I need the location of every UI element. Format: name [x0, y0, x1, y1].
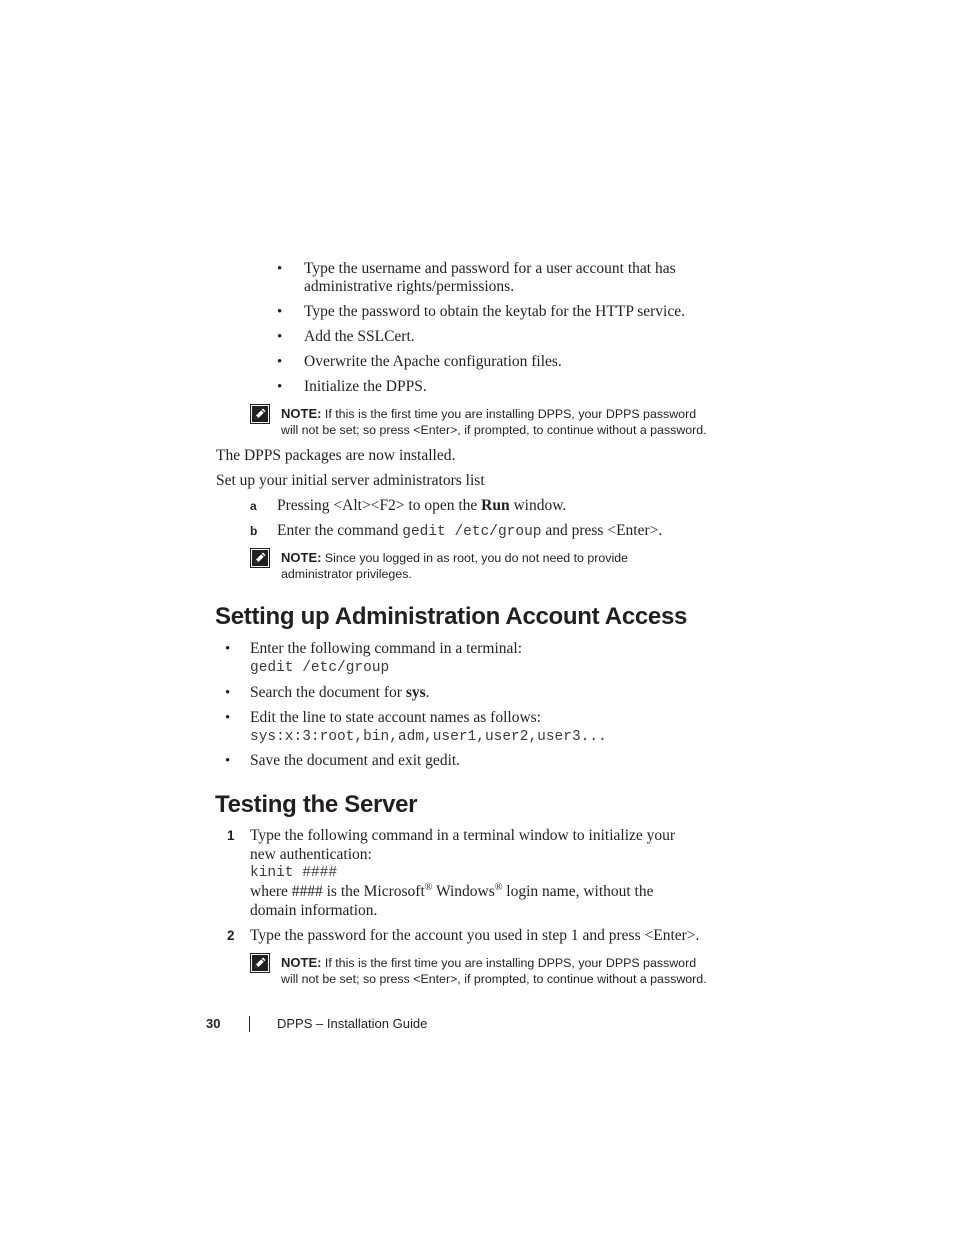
- list-item: Enter the following command in a terminal:: [250, 640, 523, 657]
- bullet-marker: •: [225, 710, 231, 726]
- bullet-marker: •: [225, 685, 231, 701]
- section-heading: Testing the Server: [215, 791, 418, 818]
- step-text: Type the password for the account you used in step 1 and press <Enter>.: [250, 927, 700, 944]
- bullet-marker: •: [225, 641, 231, 657]
- step-number: 1: [227, 828, 235, 843]
- inline-code: gedit /etc/group: [402, 524, 542, 540]
- bullet-marker: •: [277, 261, 283, 277]
- step-marker: a: [250, 499, 257, 513]
- list-item: Add the SSLCert.: [304, 328, 415, 345]
- note-pencil-icon: [250, 404, 270, 424]
- footer-title: DPPS – Installation Guide: [277, 1016, 428, 1031]
- paragraph: Set up your initial server administrators list: [216, 472, 485, 489]
- list-item: Edit the line to state account names as follows:: [250, 709, 541, 726]
- note-text: will not be set; so press <Enter>, if prompted, to continue without a password.: [281, 423, 707, 437]
- registered-mark: ®: [424, 882, 433, 893]
- registered-mark: ®: [494, 882, 503, 893]
- footer-divider: [249, 1016, 250, 1032]
- note-label: NOTE:: [281, 955, 322, 970]
- note-label: NOTE:: [281, 550, 322, 565]
- note-text: Since you logged in as root, you do not need to provide: [324, 551, 628, 565]
- paragraph: The DPPS packages are now installed.: [216, 447, 456, 464]
- note-text: If this is the first time you are installing DPPS, your DPPS password: [324, 956, 697, 970]
- step-marker: b: [250, 524, 258, 538]
- run-window-label: Run: [481, 497, 510, 514]
- code-line: gedit /etc/group: [250, 660, 390, 676]
- step-b-text: Enter the command gedit /etc/group and press <Enter>.: [277, 522, 663, 540]
- list-item: Overwrite the Apache configuration files.: [304, 353, 562, 370]
- note-text: administrator privileges.: [281, 567, 412, 581]
- list-item: Type the password to obtain the keytab for the HTTP service.: [304, 303, 685, 320]
- step-text: new authentication:: [250, 846, 372, 863]
- note-label: NOTE:: [281, 406, 322, 421]
- list-item: Initialize the DPPS.: [304, 378, 427, 395]
- step-text: where #### is the Microsoft® Windows® login name, without the: [250, 882, 654, 900]
- note-text: If this is the first time you are installing DPPS, your DPPS password: [324, 407, 697, 421]
- list-item: Search the document for sys.: [250, 684, 430, 701]
- step-text: domain information.: [250, 902, 378, 919]
- bullet-marker: •: [277, 329, 283, 345]
- code-line: kinit ####: [250, 865, 338, 881]
- bullet-marker: •: [277, 379, 283, 395]
- note-pencil-icon: [250, 548, 270, 568]
- code-line: sys:x:3:root,bin,adm,user1,user2,user3...: [250, 729, 607, 745]
- bullet-marker: •: [277, 304, 283, 320]
- list-item-continuation: administrative rights/permissions.: [304, 278, 515, 295]
- page-number: 30: [206, 1016, 221, 1031]
- step-a-text: Pressing <Alt><F2> to open the Run window.: [277, 497, 567, 514]
- bullet-marker: •: [225, 753, 231, 769]
- list-item: Save the document and exit gedit.: [250, 752, 461, 769]
- list-item: Type the username and password for a user account that has: [304, 260, 676, 277]
- sys-keyword: sys: [405, 684, 426, 701]
- step-text: Type the following command in a terminal window to initialize your: [250, 827, 676, 844]
- section-heading: Setting up Administration Account Access: [215, 603, 688, 630]
- step-number: 2: [227, 928, 235, 943]
- bullet-marker: •: [277, 354, 283, 370]
- note-pencil-icon: [250, 953, 270, 973]
- note-text: will not be set; so press <Enter>, if prompted, to continue without a password.: [281, 972, 707, 986]
